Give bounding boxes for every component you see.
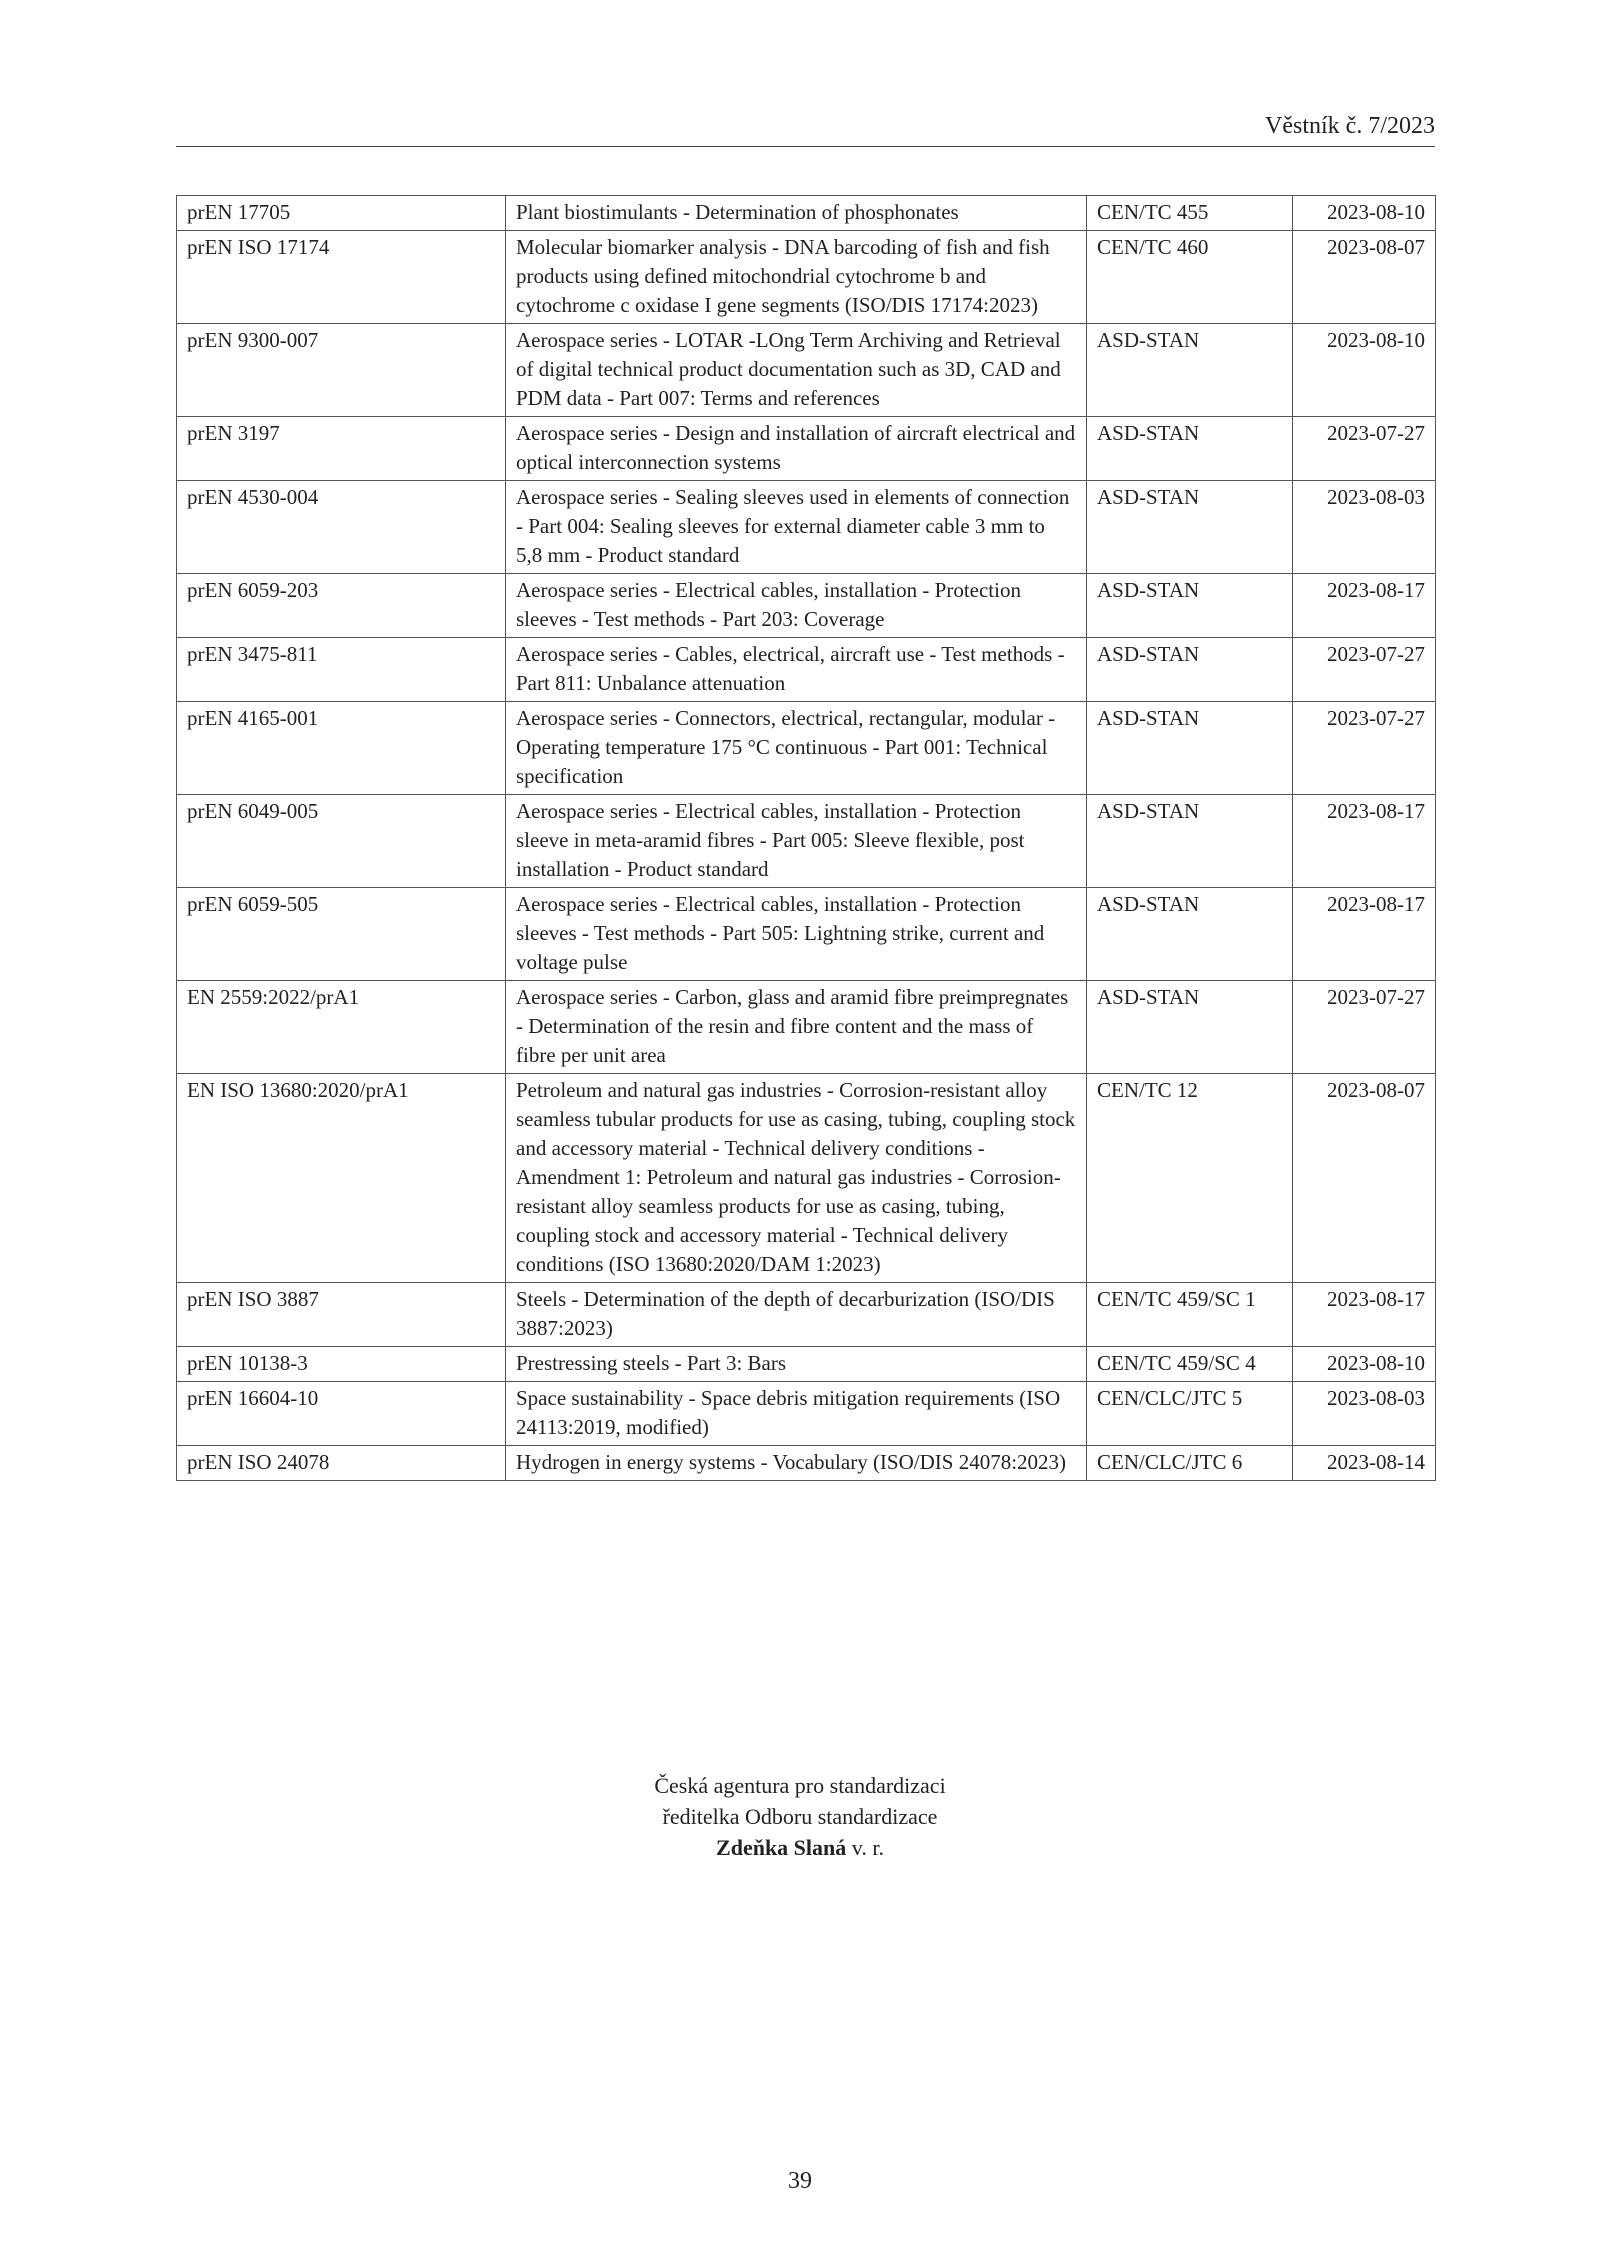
standard-code-cell: prEN ISO 17174 [177,231,506,324]
standard-code-cell: prEN 6059-203 [177,574,506,638]
committee-cell: ASD-STAN [1087,702,1293,795]
standard-title-cell: Space sustainability - Space debris mitigation requirements (ISO 24113:2019, modified) [506,1382,1087,1446]
standard-code-cell: prEN ISO 3887 [177,1283,506,1347]
signature-block [0,1770,1600,1863]
standard-title-cell: Aerospace series - LOTAR -LOng Term Archiving and Retrieval of digital technical product documentation such as 3D, CAD and PDM data - Part 007: Terms and references [506,324,1087,417]
table-row [177,981,1436,1074]
standard-title-cell: Aerospace series - Design and installation of aircraft electrical and optical interconnection systems [506,417,1087,481]
standard-code-cell: prEN 10138-3 [177,1347,506,1382]
committee-cell: ASD-STAN [1087,574,1293,638]
standard-title-cell: Aerospace series - Connectors, electrical, rectangular, modular - Operating temperature 175 °C continuous - Part 001: Technical specification [506,702,1087,795]
date-cell: 2023-08-10 [1293,1347,1436,1382]
table-row [177,1446,1436,1481]
date-cell: 2023-08-17 [1293,795,1436,888]
standard-code-cell: prEN 16604-10 [177,1382,506,1446]
table-row [177,1347,1436,1382]
committee-cell: CEN/CLC/JTC 6 [1087,1446,1293,1481]
committee-cell: CEN/TC 459/SC 1 [1087,1283,1293,1347]
standard-code-cell: prEN 3197 [177,417,506,481]
date-cell: 2023-08-17 [1293,1283,1436,1347]
committee-cell: ASD-STAN [1087,981,1293,1074]
date-cell: 2023-08-10 [1293,196,1436,231]
table-row [177,196,1436,231]
committee-cell: ASD-STAN [1087,888,1293,981]
standard-title-cell: Molecular biomarker analysis - DNA barcoding of fish and fish products using defined mitochondrial cytochrome b and cytochrome c oxidase I gene segments (ISO/DIS 17174:2023) [506,231,1087,324]
standard-title-cell: Steels - Determination of the depth of decarburization (ISO/DIS 3887:2023) [506,1283,1087,1347]
standard-code-cell: prEN 3475-811 [177,638,506,702]
table-row [177,481,1436,574]
date-cell: 2023-07-27 [1293,417,1436,481]
standard-code-cell: prEN 6059-505 [177,888,506,981]
committee-cell: ASD-STAN [1087,324,1293,417]
standard-title-cell: Aerospace series - Carbon, glass and aramid fibre preimpregnates - Determination of the resin and fibre content and the mass of fibre per unit area [506,981,1087,1074]
standard-code-cell: prEN 4530-004 [177,481,506,574]
table-row [177,1382,1436,1446]
committee-cell: CEN/CLC/JTC 5 [1087,1382,1293,1446]
table-row [177,324,1436,417]
standard-code-cell: prEN 4165-001 [177,702,506,795]
standard-title-cell: Aerospace series - Sealing sleeves used in elements of connection - Part 004: Sealing sleeves for external diameter cable 3 mm to 5,8 mm - Product standard [506,481,1087,574]
table-row [177,1074,1436,1283]
date-cell: 2023-08-07 [1293,1074,1436,1283]
committee-cell: ASD-STAN [1087,795,1293,888]
table-row [177,638,1436,702]
journal-title: Věstník č. 7/2023 [1265,113,1435,139]
committee-cell: ASD-STAN [1087,417,1293,481]
date-cell: 2023-07-27 [1293,981,1436,1074]
table-row [177,574,1436,638]
standard-title-cell: Petroleum and natural gas industries - Corrosion-resistant alloy seamless tubular products for use as casing, tubing, coupling stock and accessory material - Technical delivery conditions - Amendment 1: Petroleum and natural gas industries - Corrosion-resistant alloy seamless products for use as casing, tubing, coupling stock and accessory material - Technical delivery conditions (ISO 13680:2020/DAM 1:2023) [506,1074,1087,1283]
table-row [177,795,1436,888]
standard-title-cell: Aerospace series - Cables, electrical, aircraft use - Test methods - Part 811: Unbalance attenuation [506,638,1087,702]
standard-code-cell: EN ISO 13680:2020/prA1 [177,1074,506,1283]
standard-title-cell: Aerospace series - Electrical cables, installation - Protection sleeves - Test methods - Part 203: Coverage [506,574,1087,638]
standard-code-cell: prEN 17705 [177,196,506,231]
date-cell: 2023-08-14 [1293,1446,1436,1481]
agency-name: Česká agentura pro standardizaci [654,1773,946,1798]
date-cell: 2023-08-07 [1293,231,1436,324]
table-row [177,231,1436,324]
committee-cell: ASD-STAN [1087,481,1293,574]
standard-code-cell: prEN 6049-005 [177,795,506,888]
committee-cell: ASD-STAN [1087,638,1293,702]
standard-title-cell: Aerospace series - Electrical cables, installation - Protection sleeves - Test methods - Part 505: Lightning strike, current and voltage pulse [506,888,1087,981]
standard-title-cell: Aerospace series - Electrical cables, installation - Protection sleeve in meta-aramid fibres - Part 005: Sleeve flexible, post installation - Product standard [506,795,1087,888]
date-cell: 2023-08-03 [1293,481,1436,574]
committee-cell: CEN/TC 460 [1087,231,1293,324]
committee-cell: CEN/TC 12 [1087,1074,1293,1283]
standards-table [176,195,1436,1481]
table-row [177,1283,1436,1347]
signatory-name: Zdeňka Slaná [716,1835,847,1860]
committee-cell: CEN/TC 455 [1087,196,1293,231]
page-number: 39 [788,2168,812,2194]
signatory-line [0,1832,1600,1863]
page-header [176,112,1435,147]
table-row [177,702,1436,795]
standard-title-cell: Plant biostimulants - Determination of phosphonates [506,196,1087,231]
standard-title-cell: Hydrogen in energy systems - Vocabulary (ISO/DIS 24078:2023) [506,1446,1087,1481]
date-cell: 2023-08-10 [1293,324,1436,417]
committee-cell: CEN/TC 459/SC 4 [1087,1347,1293,1382]
signatory-role: ředitelka Odboru standardizace [662,1804,938,1829]
standard-code-cell: prEN 9300-007 [177,324,506,417]
date-cell: 2023-07-27 [1293,638,1436,702]
standard-title-cell: Prestressing steels - Part 3: Bars [506,1347,1087,1382]
signatory-suffix: v. r. [851,1835,884,1860]
date-cell: 2023-08-17 [1293,888,1436,981]
standard-code-cell: prEN ISO 24078 [177,1446,506,1481]
date-cell: 2023-08-03 [1293,1382,1436,1446]
table-row [177,888,1436,981]
standard-code-cell: EN 2559:2022/prA1 [177,981,506,1074]
date-cell: 2023-07-27 [1293,702,1436,795]
date-cell: 2023-08-17 [1293,574,1436,638]
table-row [177,417,1436,481]
